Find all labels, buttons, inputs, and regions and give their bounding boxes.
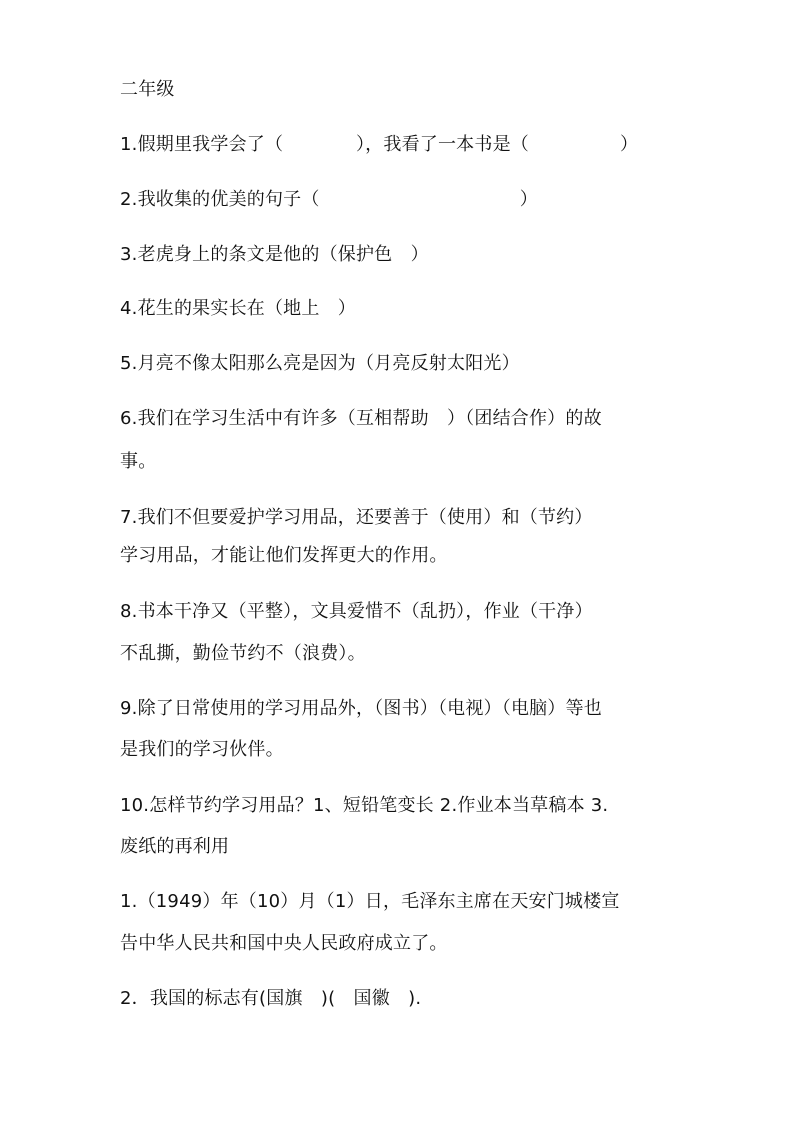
question-2-line: 2.我收集的优美的句子（ ） bbox=[120, 189, 538, 210]
question-10-line-1: 10.怎样节约学习用品？1、短铅笔变长 2.作业本当草稿本 3. bbox=[120, 795, 609, 816]
question-1-line: 1.假期里我学会了（ ），我看了一本书是（ ） bbox=[120, 134, 639, 155]
question-5-line: 5.月亮不像太阳那么亮是因为（月亮反射太阳光） bbox=[120, 353, 520, 374]
question-4-line: 4.花生的果实长在（地上 ） bbox=[120, 298, 356, 319]
question-7-line-1: 7.我们不但要爱护学习用品，还要善于（使用）和（节约） bbox=[120, 507, 593, 528]
question-6-line-2: 事。 bbox=[120, 451, 157, 472]
grade-heading: 二年级 bbox=[120, 79, 175, 100]
history-question-2-line: 2．我国的标志有(国旗 )( 国徽 ). bbox=[120, 988, 422, 1009]
question-9-line-2: 是我们的学习伙伴。 bbox=[120, 739, 284, 760]
history-question-1-line-1: 1.（1949）年（10）月（1）日，毛泽东主席在天安门城楼宣 bbox=[120, 891, 620, 912]
question-8-line-2: 不乱撕，勤俭节约不（浪费）。 bbox=[120, 643, 366, 664]
history-question-1-line-2: 告中华人民共和国中央人民政府成立了。 bbox=[120, 933, 448, 954]
question-9-line-1: 9.除了日常使用的学习用品外，（图书）（电视）（电脑）等也 bbox=[120, 698, 602, 719]
question-7-line-2: 学习用品，才能让他们发挥更大的作用。 bbox=[120, 545, 448, 566]
question-10-line-2: 废纸的再利用 bbox=[120, 836, 230, 857]
question-3-line: 3.老虎身上的条文是他的（保护色 ） bbox=[120, 244, 429, 265]
question-6-line-1: 6.我们在学习生活中有许多（互相帮助 ）（团结合作）的故 bbox=[120, 408, 602, 429]
question-8-line-1: 8.书本干净又（平整），文具爱惜不（乱扔），作业（干净） bbox=[120, 601, 593, 622]
